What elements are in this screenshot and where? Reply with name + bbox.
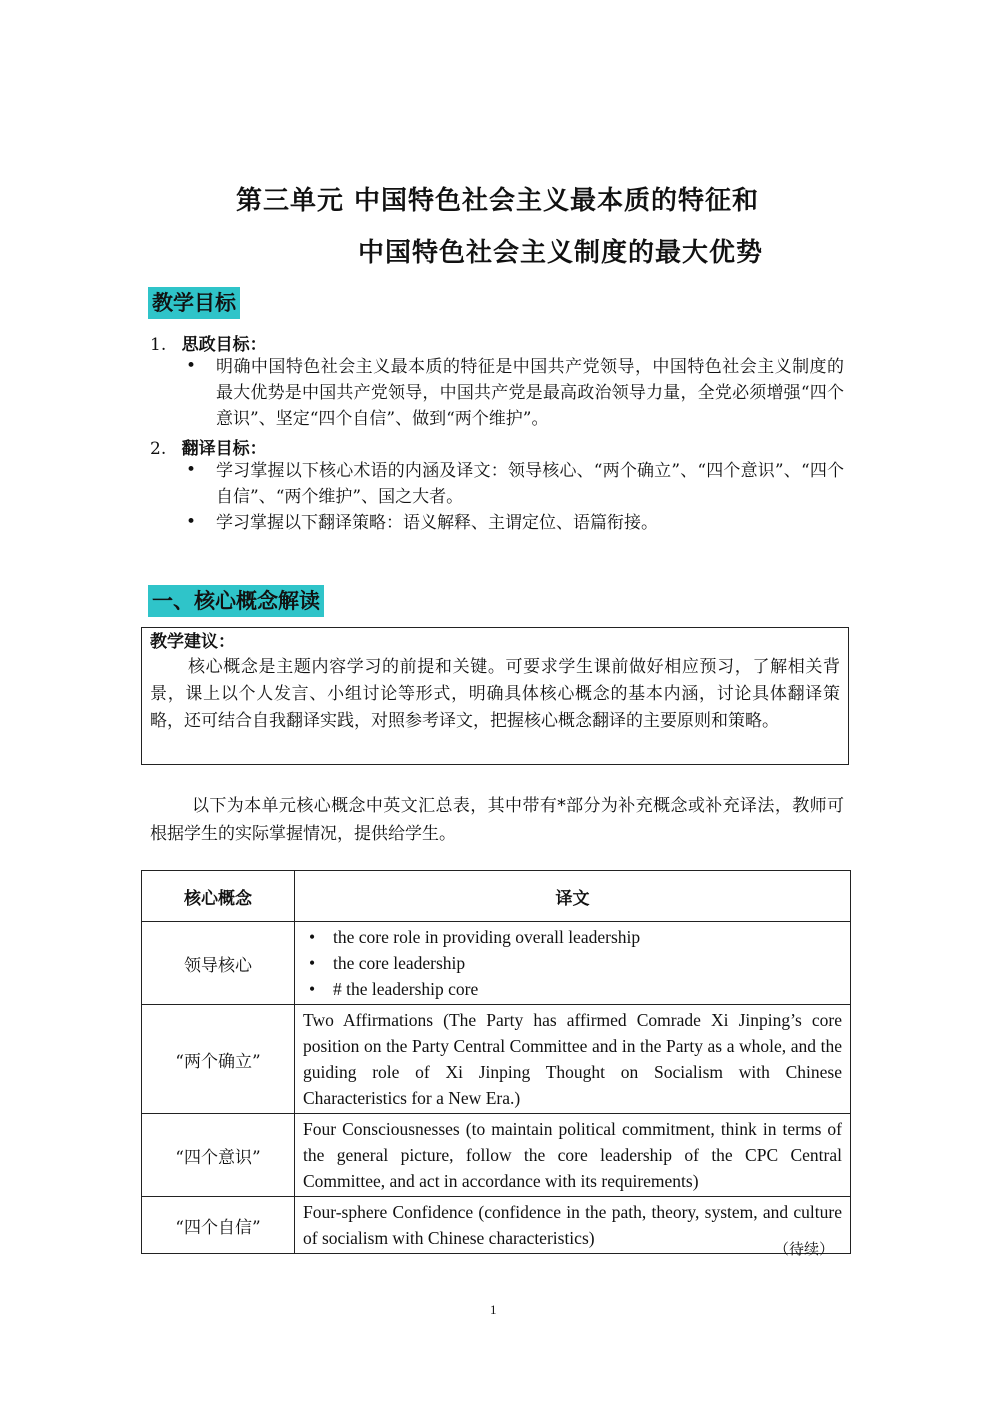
list-item [303, 950, 842, 976]
bullet-icon: • [186, 512, 197, 532]
concept-cell: “四个意识” [142, 1114, 295, 1197]
unit-title-line-1: 第三单元 中国特色社会主义最本质的特征和 [236, 186, 760, 216]
objective-1-bullet-1: 明确中国特色社会主义最本质的特征是中国共产党领导，中国特色社会主义制度的最大优势是中国共产党领导，中国共产党是最高政治领导力量，全党必须增强“四个意识”、坚定“四个自信”、做到“两个维护”。 [216, 357, 844, 429]
translation-text: the core role in providing overall leadership [333, 927, 641, 947]
list-item [303, 924, 842, 950]
table-row [142, 1197, 851, 1254]
header-translation: 译文 [295, 871, 851, 922]
translation-cell: Four Consciousnesses (to maintain political commitment, think in terms of the general picture, follow the core leadership of the CPC Central Committee, and act in accordance with its requirements) [295, 1114, 851, 1197]
objective-2-bullet-1: 学习掌握以下核心术语的内涵及译文：领导核心、“两个确立”、“四个意识”、“四个自信”、“两个维护”、国之大者。 [216, 461, 844, 507]
objectives-heading: 教学目标 [148, 287, 240, 319]
bullet-icon: • [309, 953, 316, 973]
core-concepts-table [141, 870, 851, 1254]
header-concept: 核心概念 [142, 871, 295, 922]
concept-cell: “两个确立” [142, 1005, 295, 1114]
objective-2 [150, 434, 267, 459]
table-header-row [142, 871, 851, 922]
table-intro-paragraph: 以下为本单元核心概念中英文汇总表，其中带有*部分为补充概念或补充译法，教师可根据学生的实际掌握情况，提供给学生。 [150, 796, 844, 844]
bullet-icon: • [186, 460, 197, 480]
table-row [142, 1005, 851, 1114]
translation-cell: Two Affirmations (The Party has affirmed Comrade Xi Jinping’s core position on the Party Central Committee and in the Party as a whole, and the guiding role of Xi Jinping Thought on Socialism with Chinese Characteristics for a New Era.) [295, 1005, 851, 1114]
bullet-icon: • [309, 979, 316, 999]
unit-title-line-2: 中国特色社会主义制度的最大优势 [358, 238, 764, 268]
objective-number: 2. [150, 439, 167, 459]
translation-cell: Four-sphere Confidence (confidence in the path, theory, system, and culture of socialism with Chinese characteristics) [295, 1197, 851, 1254]
continued-note: （待续） [773, 1240, 834, 1258]
translation-cell [295, 922, 851, 1005]
concept-cell: 领导核心 [142, 922, 295, 1005]
translation-text: # the leadership core [333, 979, 479, 999]
suggestion-title: 教学建议： [150, 632, 235, 652]
objective-number: 1. [150, 335, 167, 355]
section-heading: 一、核心概念解读 [148, 585, 324, 617]
translation-text: the core leadership [333, 953, 466, 973]
objective-2-bullet-2: 学习掌握以下翻译策略：语义解释、主谓定位、语篇衔接。 [216, 513, 658, 533]
table-row [142, 1114, 851, 1197]
page-number: 1 [490, 1302, 497, 1317]
bullet-icon: • [309, 927, 316, 947]
objective-label: 翻译目标： [181, 439, 267, 459]
teaching-suggestion-box [141, 627, 849, 765]
table-row [142, 922, 851, 1005]
objective-1 [150, 330, 267, 355]
list-item [303, 976, 842, 1002]
concept-cell: “四个自信” [142, 1197, 295, 1254]
suggestion-text: 核心概念是主题内容学习的前提和关键。可要求学生课前做好相应预习，了解相关背景，课上以个人发言、小组讨论等形式，明确具体核心概念的基本内涵，讨论具体翻译策略，还可结合自我翻译实践，对照参考译文，把握核心概念翻译的主要原则和策略。 [150, 657, 840, 731]
objective-label: 思政目标： [181, 335, 267, 355]
bullet-icon: • [186, 356, 197, 376]
